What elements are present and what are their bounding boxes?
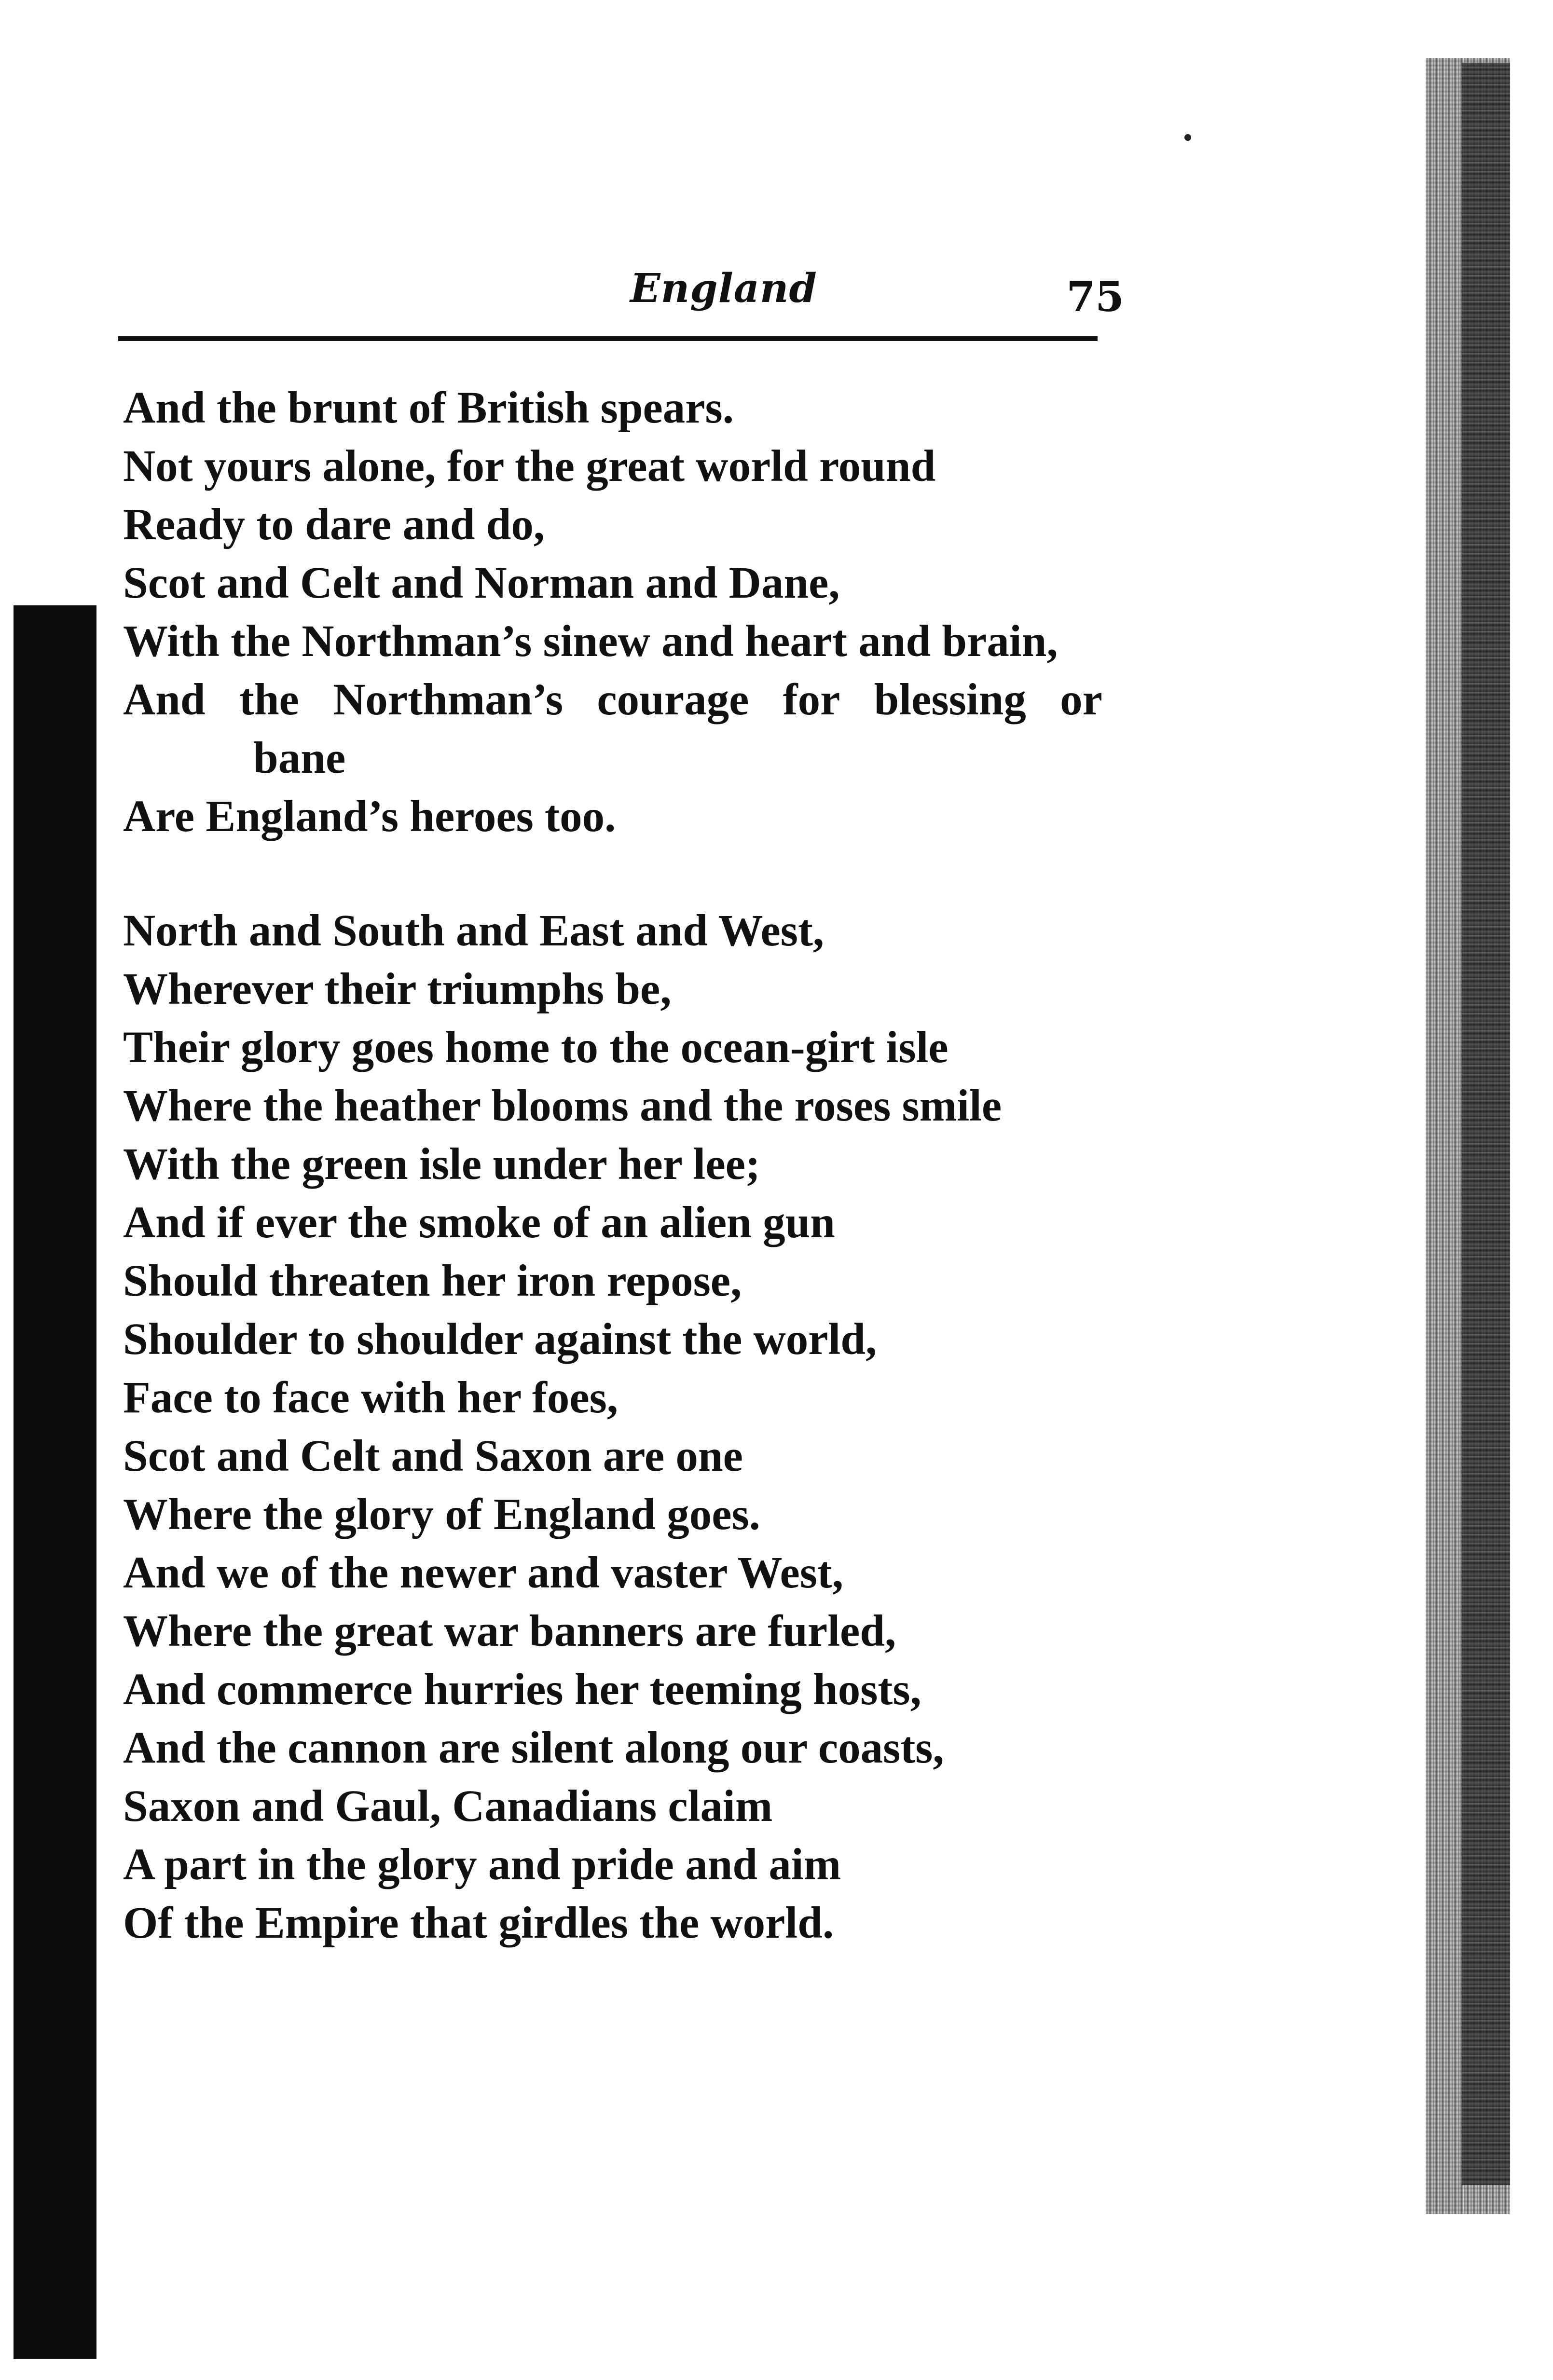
poem-line: Of the Empire that girdles the world. [123,1898,834,1948]
poem-line: With the Northman’s sinew and heart and brain, [123,616,1058,666]
poem-line: North and South and East and West, [123,906,825,956]
poem-line-justified [123,670,1102,729]
poem-line: Where the heather blooms and the roses smile [123,1081,1002,1131]
poem-line: And the brunt of British spears. [123,383,734,433]
poem-line: Scot and Celt and Saxon are one [123,1431,743,1481]
poem-word: the [239,675,299,725]
poem-line: Face to face with her foes, [123,1373,618,1423]
poem-body [123,379,1136,1952]
poem-line: And commerce hurries her teeming hosts, [123,1665,921,1714]
poem-word: or [1060,675,1102,725]
poem-line: A part in the glory and pride and aim [123,1840,841,1889]
poem-line: And we of the newer and vaster West, [123,1548,844,1598]
poem-line: With the green isle under her lee; [123,1139,760,1189]
stanza-break [123,846,1136,902]
poem-word: blessing [874,675,1026,725]
poem-line: Saxon and Gaul, Canadians claim [123,1781,773,1831]
poem-line: Where the glory of England goes. [123,1490,760,1539]
poem-line: Ready to dare and do, [123,500,545,549]
poem-line: And the cannon are silent along our coasts, [123,1723,944,1773]
poem-word: And [123,675,206,725]
stanza-1 [123,379,1136,846]
binding-shadow [14,605,96,2359]
poem-line: Where the great war banners are furled, [123,1606,896,1656]
poem-line-continuation: bane [253,733,346,783]
scan-edge-dark [1462,63,1510,2185]
page-number: 75 [1066,273,1124,321]
poem-line: Are England’s heroes too. [123,792,616,841]
poem-word: courage [597,675,749,725]
scan-speck [1184,134,1191,141]
poem-line: Scot and Celt and Norman and Dane, [123,558,840,608]
poem-line: Shoulder to shoulder against the world, [123,1314,877,1364]
poem-line: Wherever their triumphs be, [123,964,672,1014]
stanza-2 [123,902,1136,1952]
poem-line: Not yours alone, for the great world round [123,441,936,491]
poem-line: And if ever the smoke of an alien gun [123,1198,836,1247]
running-title: England [630,265,817,312]
poem-line: Their glory goes home to the ocean-girt isle [123,1023,948,1072]
poem-word: for [783,675,840,725]
poem-word: Northman’s [333,675,563,725]
poem-line: Should threaten her iron repose, [123,1256,742,1306]
header-rule [118,336,1098,341]
